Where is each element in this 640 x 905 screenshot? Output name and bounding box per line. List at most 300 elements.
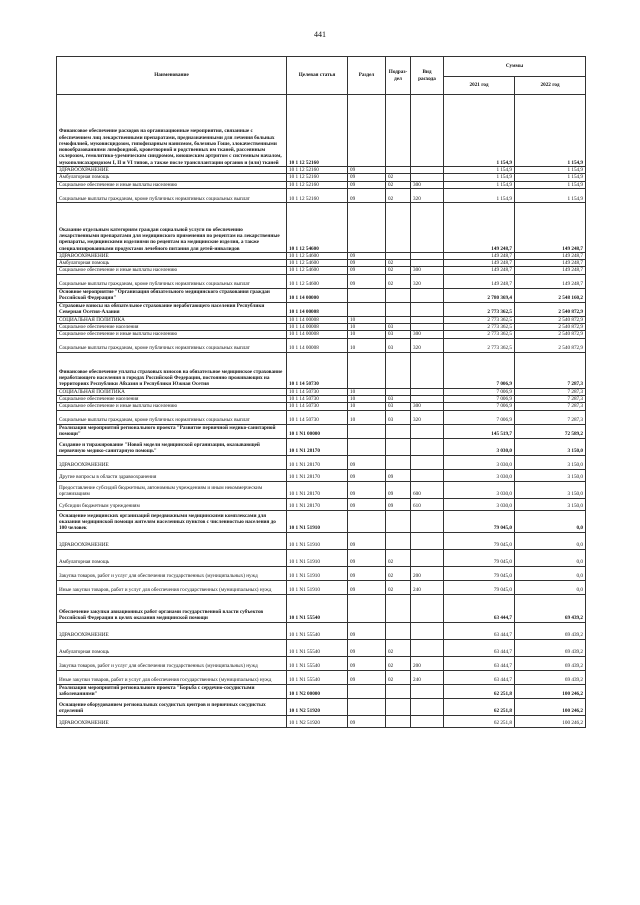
header-year-2022: 2022 год xyxy=(515,77,586,95)
cell-amount-2022: 149 248,7 xyxy=(515,260,586,267)
cell-expense-type xyxy=(411,388,444,395)
cell-subsection: 02 xyxy=(386,549,411,566)
cell-section xyxy=(348,684,386,698)
cell-target-article: 10 1 N1 55540 xyxy=(287,639,348,656)
cell-subsection: 09 xyxy=(386,498,411,510)
cell-section: 10 xyxy=(348,316,386,323)
table-row xyxy=(57,302,586,316)
cell-amount-2022: 7 287,3 xyxy=(515,352,586,388)
cell-amount-2021: 63 444,7 xyxy=(444,656,515,670)
cell-subsection xyxy=(386,352,411,388)
cell-target-article: 10 1 14 50730 xyxy=(287,403,348,410)
cell-target-article: 10 1 N1 28170 xyxy=(287,455,348,469)
cell-expense-type: 300 xyxy=(411,181,444,188)
table-row xyxy=(57,639,586,656)
cell-subsection xyxy=(386,316,411,323)
cell-name: Амбулаторная помощь xyxy=(57,549,287,566)
table-header xyxy=(57,57,586,95)
cell-expense-type xyxy=(411,622,444,639)
cell-expense-type xyxy=(411,532,444,549)
cell-subsection xyxy=(386,438,411,455)
cell-amount-2022: 1 154,9 xyxy=(515,167,586,174)
cell-section xyxy=(348,594,386,622)
cell-target-article: 10 1 12 52160 xyxy=(287,95,348,167)
cell-subsection xyxy=(386,288,411,302)
cell-expense-type xyxy=(411,202,444,252)
cell-name: Создание и тиражирование "Новой модели медицинской организации, оказывающей первичную медико-санитарную помощь" xyxy=(57,438,287,455)
cell-amount-2021: 149 248,7 xyxy=(444,260,515,267)
cell-amount-2022: 149 248,7 xyxy=(515,274,586,288)
cell-amount-2021: 7 006,9 xyxy=(444,395,515,402)
cell-name: Социальные выплаты гражданам, кроме публичных нормативных социальных выплат xyxy=(57,188,287,202)
cell-amount-2022: 149 248,7 xyxy=(515,252,586,259)
cell-amount-2021: 2 773 362,5 xyxy=(444,338,515,352)
cell-target-article: 10 1 14 00008 xyxy=(287,316,348,323)
cell-subsection xyxy=(386,202,411,252)
cell-section: 09 xyxy=(348,469,386,481)
cell-expense-type: 600 xyxy=(411,481,444,498)
table-row xyxy=(57,424,586,438)
cell-target-article: 10 1 N2 51920 xyxy=(287,715,348,727)
cell-target-article: 10 1 12 54600 xyxy=(287,267,348,274)
cell-expense-type xyxy=(411,424,444,438)
cell-subsection: 03 xyxy=(386,410,411,424)
table-row xyxy=(57,395,586,402)
cell-amount-2022: 149 248,7 xyxy=(515,267,586,274)
cell-amount-2022: 100 246,2 xyxy=(515,684,586,698)
table-row xyxy=(57,698,586,715)
cell-amount-2022: 69 439,2 xyxy=(515,594,586,622)
cell-expense-type xyxy=(411,455,444,469)
table-row xyxy=(57,181,586,188)
cell-amount-2021: 2 773 362,5 xyxy=(444,331,515,338)
cell-name: Социальное обеспечение и иные выплаты населению xyxy=(57,403,287,410)
table-row xyxy=(57,95,586,167)
cell-section: 10 xyxy=(348,331,386,338)
cell-amount-2022: 3 150,0 xyxy=(515,455,586,469)
cell-expense-type xyxy=(411,260,444,267)
cell-target-article: 10 1 N1 00000 xyxy=(287,424,348,438)
cell-expense-type xyxy=(411,549,444,566)
cell-name: Оснащение медицинских организаций передвижными медицинскими комплексами для оказания медицинской помощи жителям населенных пунктов с численностью населения до 100 человек xyxy=(57,510,287,532)
cell-section: 10 xyxy=(348,410,386,424)
cell-name: Субсидии бюджетным учреждениям xyxy=(57,498,287,510)
cell-amount-2021: 63 444,7 xyxy=(444,622,515,639)
cell-expense-type: 200 xyxy=(411,656,444,670)
cell-target-article: 10 1 12 52160 xyxy=(287,174,348,181)
cell-section xyxy=(348,698,386,715)
table-row xyxy=(57,260,586,267)
cell-subsection xyxy=(386,424,411,438)
cell-amount-2021: 2 773 362,5 xyxy=(444,324,515,331)
cell-expense-type: 240 xyxy=(411,670,444,684)
table-row xyxy=(57,594,586,622)
cell-expense-type: 200 xyxy=(411,566,444,580)
cell-expense-type xyxy=(411,95,444,167)
cell-amount-2021: 149 248,7 xyxy=(444,267,515,274)
cell-amount-2022: 0,0 xyxy=(515,510,586,532)
cell-name: Амбулаторная помощь xyxy=(57,174,287,181)
cell-expense-type xyxy=(411,438,444,455)
table-row xyxy=(57,438,586,455)
cell-subsection: 02 xyxy=(386,656,411,670)
cell-name: Другие вопросы в области здравоохранения xyxy=(57,469,287,481)
cell-section: 09 xyxy=(348,580,386,594)
cell-section: 09 xyxy=(348,260,386,267)
cell-name: Амбулаторная помощь xyxy=(57,639,287,656)
cell-target-article: 10 1 N1 28170 xyxy=(287,498,348,510)
cell-name: Социальное обеспечение населения xyxy=(57,395,287,402)
cell-expense-type xyxy=(411,352,444,388)
table-row xyxy=(57,455,586,469)
cell-expense-type: 300 xyxy=(411,267,444,274)
cell-name: ЗДРАВООХРАНЕНИЕ xyxy=(57,167,287,174)
table-row xyxy=(57,338,586,352)
cell-amount-2021: 79 045,0 xyxy=(444,549,515,566)
cell-section: 09 xyxy=(348,481,386,498)
cell-name: Иные закупки товаров, работ и услуг для обеспечения государственных (муниципальных) нужд xyxy=(57,670,287,684)
cell-amount-2022: 1 154,9 xyxy=(515,95,586,167)
cell-amount-2022: 1 154,9 xyxy=(515,174,586,181)
cell-subsection: 03 xyxy=(386,331,411,338)
table-row xyxy=(57,532,586,549)
cell-subsection xyxy=(386,455,411,469)
cell-expense-type xyxy=(411,167,444,174)
table-row xyxy=(57,684,586,698)
cell-amount-2021: 62 251,8 xyxy=(444,698,515,715)
cell-subsection: 03 xyxy=(386,395,411,402)
cell-amount-2022: 100 246,2 xyxy=(515,715,586,727)
cell-target-article: 10 1 12 54600 xyxy=(287,274,348,288)
cell-expense-type: 320 xyxy=(411,188,444,202)
cell-amount-2021: 1 154,9 xyxy=(444,95,515,167)
cell-expense-type: 320 xyxy=(411,410,444,424)
cell-subsection: 09 xyxy=(386,481,411,498)
cell-expense-type xyxy=(411,324,444,331)
cell-name: Иные закупки товаров, работ и услуг для обеспечения государственных (муниципальных) нужд xyxy=(57,580,287,594)
cell-amount-2022: 7 287,3 xyxy=(515,388,586,395)
cell-name: СОЦИАЛЬНАЯ ПОЛИТИКА xyxy=(57,388,287,395)
cell-amount-2021: 7 006,9 xyxy=(444,352,515,388)
cell-amount-2021: 1 154,9 xyxy=(444,188,515,202)
cell-amount-2022: 2 540 872,9 xyxy=(515,338,586,352)
table-row xyxy=(57,549,586,566)
cell-expense-type xyxy=(411,288,444,302)
cell-subsection xyxy=(386,622,411,639)
cell-amount-2022: 0,0 xyxy=(515,580,586,594)
cell-name: Социальное обеспечение и иные выплаты населению xyxy=(57,331,287,338)
header-year-2021: 2021 год xyxy=(444,77,515,95)
cell-subsection xyxy=(386,510,411,532)
cell-expense-type xyxy=(411,684,444,698)
header-target-article: Целевая статья xyxy=(287,57,348,95)
table-row xyxy=(57,202,586,252)
header-expense-type: Вид расхода xyxy=(411,57,444,95)
cell-target-article: 10 1 N1 28170 xyxy=(287,481,348,498)
cell-section xyxy=(348,510,386,532)
cell-section xyxy=(348,352,386,388)
cell-amount-2022: 149 248,7 xyxy=(515,202,586,252)
cell-amount-2021: 3 030,0 xyxy=(444,481,515,498)
cell-expense-type: 240 xyxy=(411,580,444,594)
cell-expense-type xyxy=(411,174,444,181)
cell-section: 09 xyxy=(348,532,386,549)
cell-section: 09 xyxy=(348,274,386,288)
cell-subsection: 02 xyxy=(386,188,411,202)
cell-name: Социальные выплаты гражданам, кроме публичных нормативных социальных выплат xyxy=(57,274,287,288)
cell-subsection: 02 xyxy=(386,639,411,656)
table-row xyxy=(57,288,586,302)
cell-name: Социальные выплаты гражданам, кроме публичных нормативных социальных выплат xyxy=(57,338,287,352)
cell-subsection: 09 xyxy=(386,469,411,481)
table-row xyxy=(57,410,586,424)
cell-amount-2021: 7 006,9 xyxy=(444,388,515,395)
cell-target-article: 10 1 14 50730 xyxy=(287,410,348,424)
cell-amount-2021: 1 154,9 xyxy=(444,174,515,181)
cell-name: ЗДРАВООХРАНЕНИЕ xyxy=(57,715,287,727)
cell-subsection xyxy=(386,95,411,167)
cell-name: Предоставление субсидий бюджетным, автономным учреждениям и иным некоммерческим организациям xyxy=(57,481,287,498)
cell-subsection: 02 xyxy=(386,260,411,267)
cell-name: ЗДРАВООХРАНЕНИЕ xyxy=(57,622,287,639)
table-row xyxy=(57,274,586,288)
budget-table xyxy=(56,56,586,728)
cell-subsection: 02 xyxy=(386,174,411,181)
cell-amount-2021: 79 045,0 xyxy=(444,566,515,580)
cell-section xyxy=(348,302,386,316)
table-row xyxy=(57,188,586,202)
cell-amount-2021: 63 444,7 xyxy=(444,639,515,656)
cell-amount-2022: 7 287,3 xyxy=(515,395,586,402)
cell-section: 09 xyxy=(348,549,386,566)
table-body xyxy=(57,95,586,728)
cell-amount-2021: 2 773 362,5 xyxy=(444,302,515,316)
cell-name: Финансовое обеспечение расходов на организационные мероприятия, связанные с обеспечением лиц лекарственными препаратами, предназначенными для лечения больных гемофилией, муковисцидозом, гипофизарным нанизмом, болезнью Гоше, злокачественными новообразованиями лимфоидной, кроветворной и родственных им тканей, рассеянным склерозом, гемолитико-уремическим синдромом, юношеским артритом с системным началом, мукополисахаридозом I, II и VI типов, а также после трансплантации органов и (или) тканей xyxy=(57,95,287,167)
cell-amount-2021: 1 154,9 xyxy=(444,181,515,188)
table-row xyxy=(57,656,586,670)
cell-amount-2022: 0,0 xyxy=(515,549,586,566)
cell-subsection: 02 xyxy=(386,566,411,580)
cell-expense-type xyxy=(411,316,444,323)
cell-name: Основное мероприятие "Организация обязательного медицинского страхования граждан Российской Федерации" xyxy=(57,288,287,302)
cell-name: ЗДРАВООХРАНЕНИЕ xyxy=(57,532,287,549)
cell-section: 10 xyxy=(348,324,386,331)
header-name: Наименование xyxy=(57,57,287,95)
cell-name: ЗДРАВООХРАНЕНИЕ xyxy=(57,252,287,259)
cell-subsection: 03 xyxy=(386,324,411,331)
cell-subsection: 02 xyxy=(386,580,411,594)
cell-section: 09 xyxy=(348,188,386,202)
cell-target-article: 10 1 14 00008 xyxy=(287,302,348,316)
cell-target-article: 10 1 N1 55540 xyxy=(287,594,348,622)
cell-section: 09 xyxy=(348,455,386,469)
cell-expense-type xyxy=(411,698,444,715)
cell-target-article: 10 1 N2 51920 xyxy=(287,698,348,715)
cell-section: 09 xyxy=(348,498,386,510)
cell-amount-2022: 69 439,2 xyxy=(515,656,586,670)
cell-target-article: 10 1 N1 51910 xyxy=(287,532,348,549)
cell-amount-2022: 69 439,2 xyxy=(515,670,586,684)
header-subsection: Подраз-дел xyxy=(386,57,411,95)
cell-target-article: 10 1 N1 28170 xyxy=(287,469,348,481)
table-row xyxy=(57,498,586,510)
cell-section: 09 xyxy=(348,174,386,181)
cell-target-article: 10 1 N1 55540 xyxy=(287,622,348,639)
cell-section xyxy=(348,288,386,302)
cell-target-article: 10 1 12 52160 xyxy=(287,181,348,188)
cell-section: 10 xyxy=(348,395,386,402)
table-row xyxy=(57,252,586,259)
cell-expense-type: 300 xyxy=(411,403,444,410)
cell-amount-2021: 7 006,9 xyxy=(444,403,515,410)
cell-name: ЗДРАВООХРАНЕНИЕ xyxy=(57,455,287,469)
cell-amount-2021: 3 030,0 xyxy=(444,438,515,455)
cell-expense-type xyxy=(411,252,444,259)
cell-subsection: 03 xyxy=(386,403,411,410)
cell-section: 09 xyxy=(348,622,386,639)
cell-name: Финансовое обеспечение уплаты страховых взносов на обязательное медицинское страхование неработающего населения в городах Российской Федерации, постоянно проживающих на территориях Республики Абхазия и Республики Южная Осетия xyxy=(57,352,287,388)
cell-amount-2021: 149 248,7 xyxy=(444,202,515,252)
cell-amount-2021: 79 045,0 xyxy=(444,532,515,549)
cell-amount-2022: 3 150,0 xyxy=(515,481,586,498)
table-row xyxy=(57,267,586,274)
cell-expense-type: 320 xyxy=(411,338,444,352)
cell-subsection xyxy=(386,302,411,316)
cell-section: 10 xyxy=(348,338,386,352)
table-row xyxy=(57,352,586,388)
cell-target-article: 10 1 14 00008 xyxy=(287,338,348,352)
table-row xyxy=(57,469,586,481)
cell-amount-2022: 3 150,0 xyxy=(515,438,586,455)
cell-amount-2022: 7 287,3 xyxy=(515,410,586,424)
cell-subsection: 02 xyxy=(386,274,411,288)
cell-target-article: 10 1 12 52160 xyxy=(287,167,348,174)
cell-target-article: 10 1 12 54600 xyxy=(287,260,348,267)
cell-expense-type xyxy=(411,395,444,402)
cell-amount-2022: 2 540 872,9 xyxy=(515,316,586,323)
cell-target-article: 10 1 N1 55540 xyxy=(287,670,348,684)
cell-name: Амбулаторная помощь xyxy=(57,260,287,267)
cell-subsection xyxy=(386,698,411,715)
table-row xyxy=(57,580,586,594)
cell-amount-2022: 2 540 872,9 xyxy=(515,324,586,331)
cell-section: 10 xyxy=(348,388,386,395)
cell-target-article: 10 1 14 00008 xyxy=(287,331,348,338)
cell-subsection xyxy=(386,252,411,259)
table-row xyxy=(57,167,586,174)
cell-target-article: 10 1 12 52160 xyxy=(287,188,348,202)
cell-target-article: 10 1 14 00008 xyxy=(287,324,348,331)
cell-section xyxy=(348,202,386,252)
cell-amount-2021: 79 045,0 xyxy=(444,580,515,594)
cell-amount-2022: 69 439,2 xyxy=(515,622,586,639)
cell-subsection: 03 xyxy=(386,338,411,352)
cell-section xyxy=(348,438,386,455)
cell-target-article: 10 1 N1 51910 xyxy=(287,549,348,566)
cell-subsection xyxy=(386,167,411,174)
table-row xyxy=(57,316,586,323)
cell-target-article: 10 1 14 50730 xyxy=(287,352,348,388)
cell-amount-2021: 62 251,8 xyxy=(444,715,515,727)
cell-target-article: 10 1 N1 55540 xyxy=(287,656,348,670)
header-sums: Суммы xyxy=(444,57,586,77)
cell-amount-2021: 149 248,7 xyxy=(444,274,515,288)
cell-name: Оснащение оборудованием региональных сосудистых центров и первичных сосудистых отделений xyxy=(57,698,287,715)
cell-amount-2021: 63 444,7 xyxy=(444,594,515,622)
cell-section: 09 xyxy=(348,639,386,656)
table-row xyxy=(57,403,586,410)
cell-expense-type xyxy=(411,469,444,481)
cell-name: Реализация мероприятий регионального проекта "Борьба с сердечно-сосудистыми заболеваниями" xyxy=(57,684,287,698)
cell-section: 09 xyxy=(348,656,386,670)
cell-name: Оказание отдельным категориям граждан социальной услуги по обеспечению лекарственными препаратами для медицинского применения по рецептам на лекарственные препараты, медицинскими изделиями по рецептам на медицинские изделия, а также специализированными продуктами лечебного питания для детей-инвалидов xyxy=(57,202,287,252)
cell-name: Закупка товаров, работ и услуг для обеспечения государственных (муниципальных) нужд xyxy=(57,566,287,580)
cell-amount-2022: 3 150,0 xyxy=(515,498,586,510)
cell-amount-2022: 69 439,2 xyxy=(515,639,586,656)
cell-target-article: 10 1 12 54600 xyxy=(287,202,348,252)
cell-subsection: 02 xyxy=(386,670,411,684)
cell-section: 09 xyxy=(348,267,386,274)
cell-subsection xyxy=(386,715,411,727)
cell-expense-type: 610 xyxy=(411,498,444,510)
cell-subsection: 02 xyxy=(386,267,411,274)
cell-name: Реализация мероприятий регионального проекта "Развитие первичной медико-санитарной помощи" xyxy=(57,424,287,438)
cell-name: Социальные выплаты гражданам, кроме публичных нормативных социальных выплат xyxy=(57,410,287,424)
cell-name: Социальное обеспечение и иные выплаты населению xyxy=(57,181,287,188)
table-row xyxy=(57,715,586,727)
table-row xyxy=(57,566,586,580)
cell-target-article: 10 1 N1 51910 xyxy=(287,580,348,594)
cell-amount-2021: 3 030,0 xyxy=(444,469,515,481)
cell-name: СОЦИАЛЬНАЯ ПОЛИТИКА xyxy=(57,316,287,323)
cell-amount-2022: 72 589,2 xyxy=(515,424,586,438)
cell-amount-2022: 2 548 160,2 xyxy=(515,288,586,302)
cell-target-article: 10 1 14 50730 xyxy=(287,388,348,395)
cell-name: Закупка товаров, работ и услуг для обеспечения государственных (муниципальных) нужд xyxy=(57,656,287,670)
cell-section xyxy=(348,424,386,438)
cell-amount-2022: 1 154,9 xyxy=(515,188,586,202)
cell-section: 09 xyxy=(348,181,386,188)
cell-subsection xyxy=(386,684,411,698)
table-row xyxy=(57,622,586,639)
cell-amount-2021: 3 030,0 xyxy=(444,455,515,469)
cell-subsection xyxy=(386,594,411,622)
cell-amount-2022: 3 150,0 xyxy=(515,469,586,481)
cell-target-article: 10 1 N1 28170 xyxy=(287,438,348,455)
cell-target-article: 10 1 14 00000 xyxy=(287,288,348,302)
cell-expense-type xyxy=(411,594,444,622)
cell-name: Социальное обеспечение населения xyxy=(57,324,287,331)
cell-amount-2022: 100 246,2 xyxy=(515,698,586,715)
cell-subsection xyxy=(386,532,411,549)
cell-target-article: 10 1 N2 00000 xyxy=(287,684,348,698)
cell-expense-type: 300 xyxy=(411,331,444,338)
cell-name: Страховые взносы на обязательное страхование неработающего населения Республики Северная Осетия-Алания xyxy=(57,302,287,316)
cell-amount-2021: 149 248,7 xyxy=(444,252,515,259)
cell-amount-2022: 2 540 872,9 xyxy=(515,331,586,338)
cell-amount-2022: 7 287,3 xyxy=(515,403,586,410)
cell-amount-2021: 2 780 369,4 xyxy=(444,288,515,302)
cell-target-article: 10 1 12 54600 xyxy=(287,252,348,259)
cell-name: Социальное обеспечение и иные выплаты населению xyxy=(57,267,287,274)
cell-target-article: 10 1 N1 51910 xyxy=(287,566,348,580)
cell-section xyxy=(348,95,386,167)
cell-section: 10 xyxy=(348,403,386,410)
cell-amount-2022: 0,0 xyxy=(515,532,586,549)
table-row xyxy=(57,331,586,338)
cell-section: 09 xyxy=(348,715,386,727)
cell-section: 09 xyxy=(348,252,386,259)
